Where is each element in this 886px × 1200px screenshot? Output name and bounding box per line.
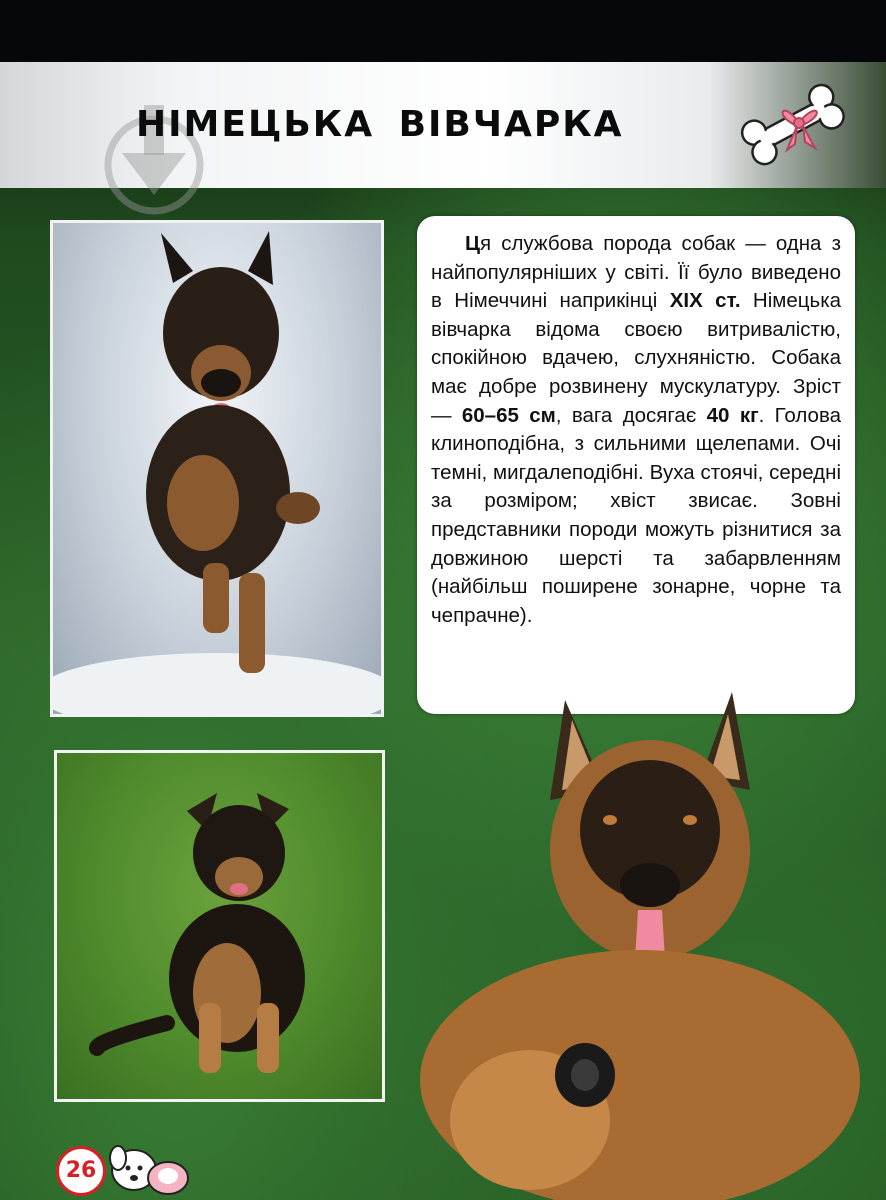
lead-letter: Ц — [465, 232, 480, 255]
puppy-illustration — [57, 753, 382, 1099]
bold-weight: 40 кг — [706, 403, 759, 427]
photo-jumping-shepherd — [50, 220, 384, 717]
photo-puppy-on-grass — [54, 750, 385, 1102]
puppy-icon — [104, 1140, 192, 1198]
text-part: , вага досягає — [555, 403, 707, 427]
bold-height: 60–65 см — [461, 403, 556, 427]
breed-description — [431, 230, 841, 630]
info-text-box — [417, 216, 855, 714]
top-band — [0, 0, 886, 62]
text-part: я службова порода собак — одна з найпопулярніших у світі. Її було виведено в Німеччині наприкінці — [431, 232, 841, 313]
running-dog-illustration — [53, 223, 381, 714]
bone-with-bow-icon — [735, 80, 850, 170]
text-part: . Голова клиноподібна, з сильними щелепами. Очі темні, мигдалеподібні. Вуха стоячі, середні за розміром; хвіст звисає. Зовні представники породи можуть різнитися за довжиною шерсті та забарвленням (найбільш поширене зонарне, чорне та чепрачне). — [431, 403, 842, 627]
bold-century: XIX ст. — [669, 289, 741, 313]
page-number-badge: 26 — [56, 1146, 106, 1196]
text-part: Німецька вівчарка відома своєю витривалістю, спокійною вдачею, слухняністю. Собака має добре розвинену мускулатуру. Зріст — — [431, 289, 842, 427]
lying-shepherd-illustration — [410, 680, 886, 1200]
page-title: НІМЕЦЬКА ВІВЧАРКА — [136, 104, 624, 145]
